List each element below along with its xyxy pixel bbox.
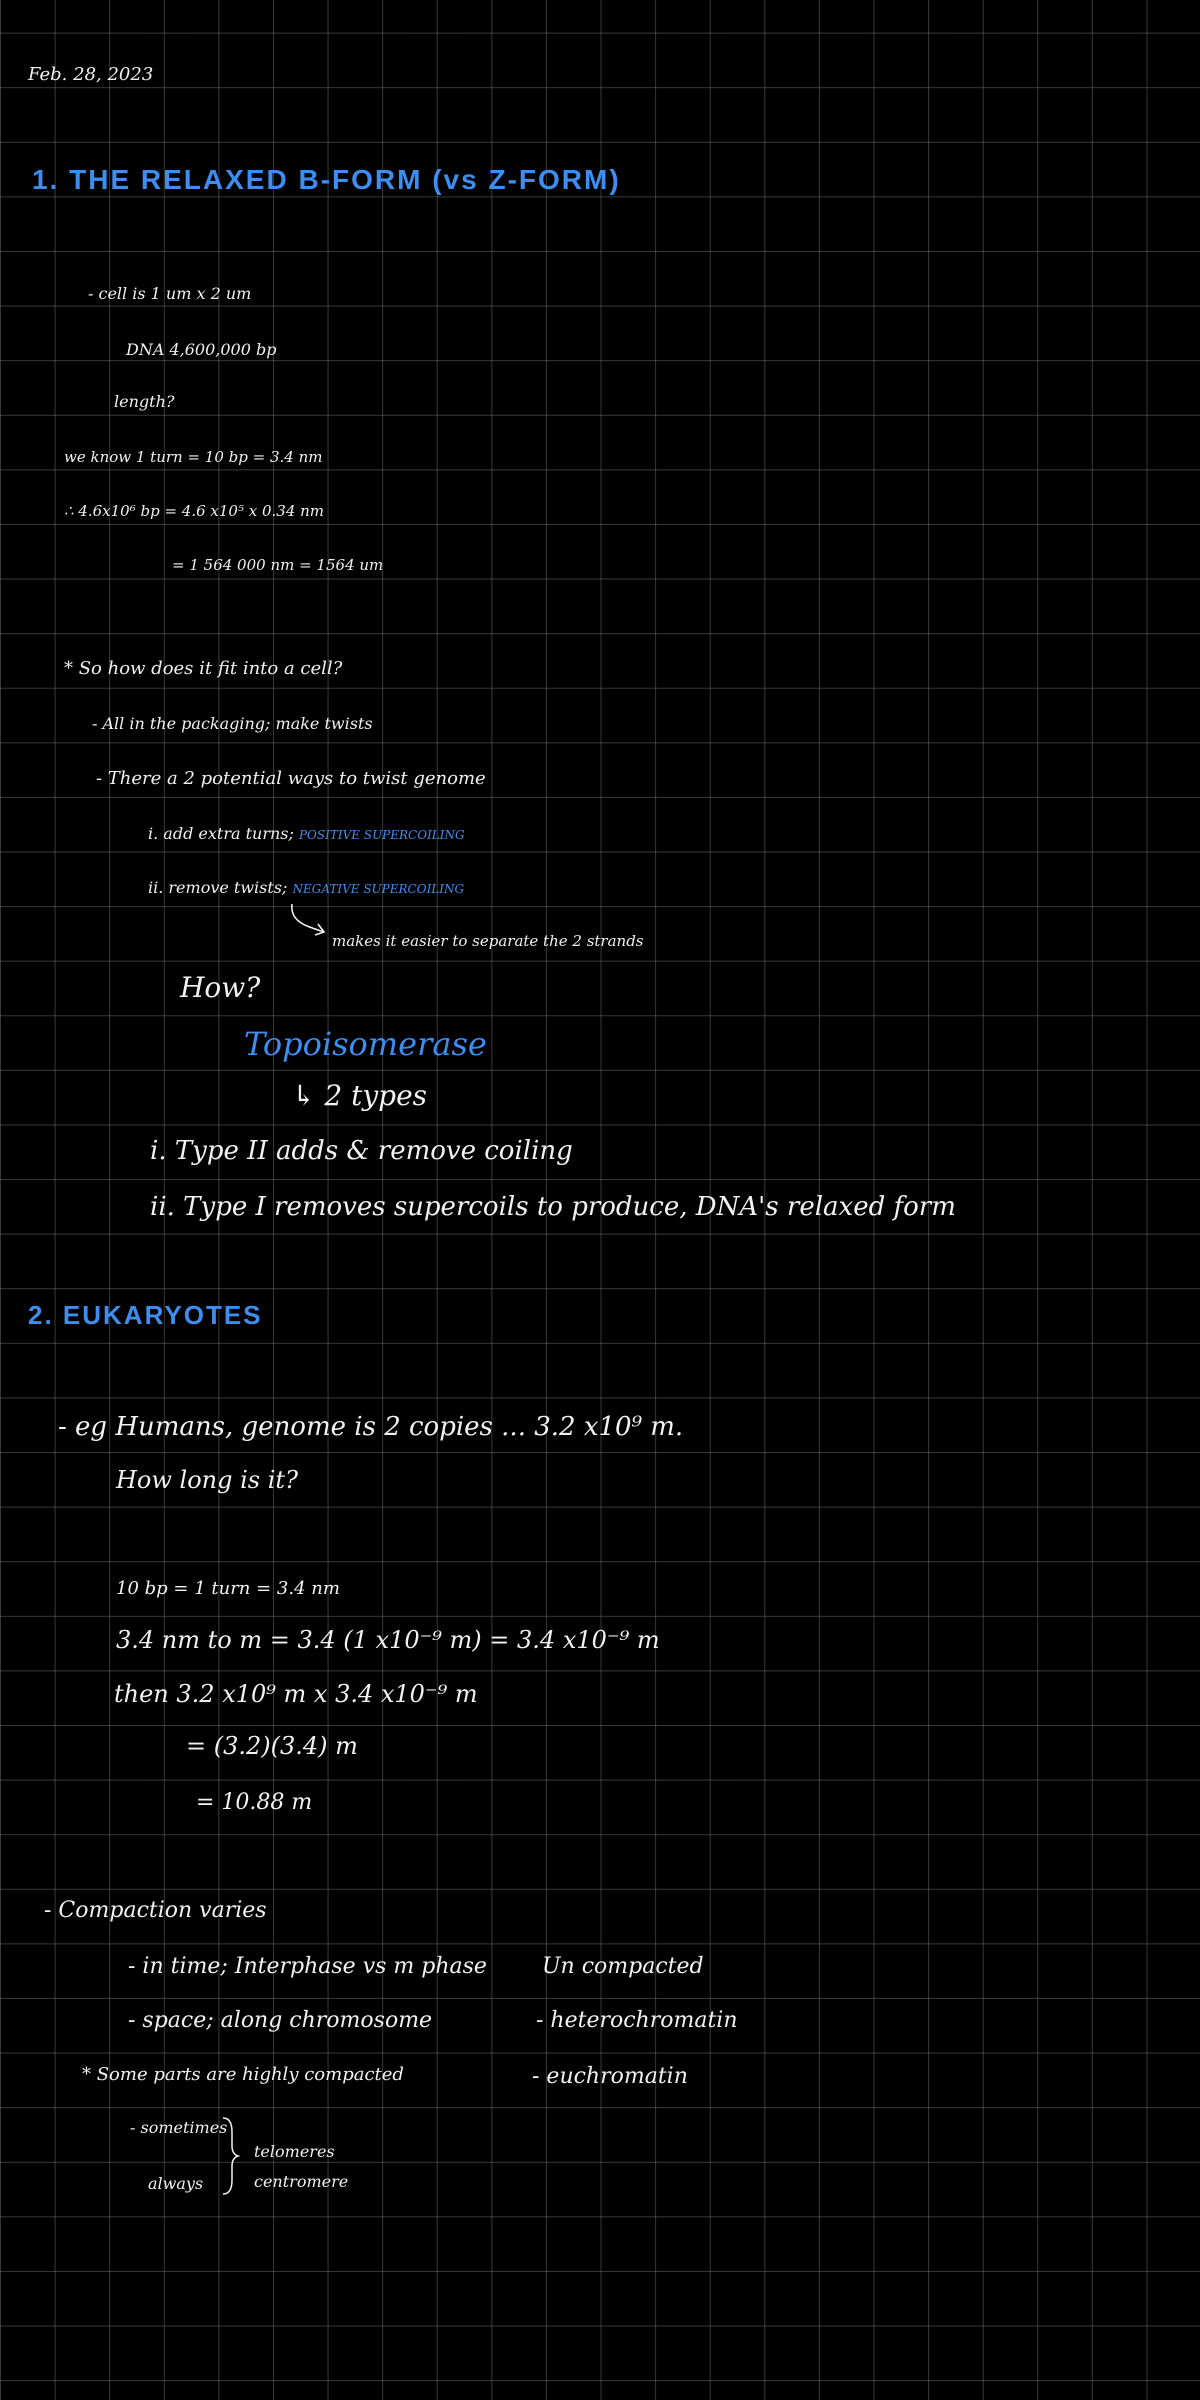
calc-line: ∴ 4.6x10⁶ bp = 4.6 x10⁵ x 0.34 nm <box>64 502 325 520</box>
always-label: always <box>148 2174 204 2193</box>
packaging-line: - All in the packaging; make twists <box>92 714 373 733</box>
topoisomerase-title: Topoisomerase <box>244 1025 487 1063</box>
positive-supercoiling-term: POSITIVE SUPERCOILING <box>298 828 465 842</box>
how-question: How? <box>180 971 261 1004</box>
page-date: Feb. 28, 2023 <box>28 64 154 85</box>
type-i-line: ii. Type I removes supercoils to produce, DNA's relaxed form <box>150 1192 956 1222</box>
makes-easier-note: makes it easier to separate the 2 strands <box>332 932 644 950</box>
turn-fact-line: we know 1 turn = 10 bp = 3.4 nm <box>64 448 323 466</box>
heterochromatin-label: - heterochromatin <box>536 2008 738 2033</box>
two-types-line: ↳ 2 types <box>292 1079 428 1112</box>
section-2-heading: 2. EUKARYOTES <box>28 1300 263 1330</box>
way-i-text: i. add extra turns; <box>148 824 294 843</box>
uncompacted-label: Un compacted <box>542 1954 704 1979</box>
centromere-label: centromere <box>254 2172 349 2191</box>
then-line: then 3.2 x10⁹ m x 3.4 x10⁻⁹ m <box>114 1680 478 1708</box>
dna-bp-line: DNA 4,600,000 bp <box>126 340 277 359</box>
in-time-line: - in time; Interphase vs m phase <box>128 1954 487 1979</box>
space-line: - space; along chromosome <box>128 2008 433 2033</box>
type-ii-line: i. Type II adds & remove coiling <box>150 1136 573 1166</box>
telomeres-label: telomeres <box>254 2142 335 2161</box>
answer-line: = 10.88 m <box>196 1790 313 1815</box>
how-long-question: How long is it? <box>116 1466 298 1494</box>
result-line: = 1 564 000 nm = 1564 um <box>172 556 384 574</box>
compaction-line: - Compaction varies <box>44 1898 267 1923</box>
way-ii-line <box>148 880 464 896</box>
nm-to-m-line: 3.4 nm to m = 3.4 (1 x10⁻⁹ m) = 3.4 x10⁻⁹ m <box>116 1626 660 1654</box>
section-1-heading: 1. THE RELAXED B-FORM (vs Z-FORM) <box>32 164 621 195</box>
negative-supercoiling-term: NEGATIVE SUPERCOILING <box>292 882 465 896</box>
fit-question: * So how does it fit into a cell? <box>64 658 343 679</box>
curly-brace-icon <box>220 2116 240 2196</box>
length-question: length? <box>114 392 175 411</box>
sometimes-label: - sometimes <box>130 2118 228 2137</box>
euchromatin-label: - euchromatin <box>532 2064 688 2089</box>
highly-compacted-line: * Some parts are highly compacted <box>82 2064 404 2085</box>
humans-line: - eg Humans, genome is 2 copies ... 3.2 x10⁹ m. <box>58 1412 684 1442</box>
product-line: = (3.2)(3.4) m <box>186 1732 358 1760</box>
two-ways-line: - There a 2 potential ways to twist genome <box>96 768 486 789</box>
way-ii-text: ii. remove twists; <box>148 878 288 897</box>
way-i-line <box>148 826 465 842</box>
curved-arrow-icon <box>288 902 328 942</box>
cell-size-line: - cell is 1 um x 2 um <box>88 284 252 303</box>
bp-turn-line: 10 bp = 1 turn = 3.4 nm <box>116 1578 340 1599</box>
